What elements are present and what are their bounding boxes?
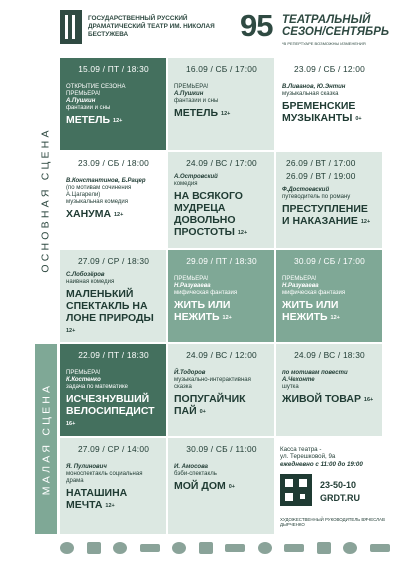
event-title: НА ВСЯКОГО МУДРЕЦА ДОВОЛЬНО ПРОСТОТЫ $^{12+}$ xyxy=(174,190,248,239)
event-card[interactable]: 30.09 / СБ / 17:00 ПРЕМЬЕРА! Н.Разуваева мифическая фантазия ЖИТЬ ИЛИ НЕЖИТЬ $^{12+}$ xyxy=(276,250,382,342)
event-card[interactable]: 24.09 / ВС / 12:00 Й.Тодоров музыкально-интерактивная сказка ПОПУГАЙЧИК ПАЙ $^{0+}$ xyxy=(168,344,274,436)
partner-logo-icon xyxy=(60,542,74,554)
box-office-info: Касса театра - ул. Терешковой, 9а ежедневно с 11:00 до 19:00 xyxy=(280,446,363,468)
event-card[interactable]: 29.09 / ПТ / 18:30 ПРЕМЬЕРА! Н.Разуваева мифическая фантазия ЖИТЬ ИЛИ НЕЖИТЬ $^{12+}$ xyxy=(168,250,274,342)
partner-logos xyxy=(60,540,390,556)
event-card[interactable]: 27.09 / СР / 14:00 Я. Пулинович моноспектакль социальная драма НАТАШИНА МЕЧТА $^{12+}$ xyxy=(60,438,166,534)
event-title: ЖИВОЙ ТОВАР $^{16+}$ xyxy=(282,393,374,406)
box-office-phone[interactable]: 23-50-10 xyxy=(320,480,357,490)
partner-logo-icon xyxy=(199,542,213,554)
partner-logo-icon xyxy=(317,542,331,554)
website-link[interactable]: GRDT.RU xyxy=(320,493,360,503)
qr-code-icon[interactable] xyxy=(280,474,312,506)
theatre-logo-icon xyxy=(60,10,82,44)
section-small-stage: МАЛАЯ СЦЕНА xyxy=(35,344,57,534)
event-card[interactable]: 24.09 / ВС / 17:00 А.Островский комедия НА ВСЯКОГО МУДРЕЦА ДОВОЛЬНО ПРОСТОТЫ $^{12+}$ xyxy=(168,152,274,248)
event-title: ИСЧЕЗНУВШИЙ ВЕЛОСИПЕДИСТ $^{16+}$ xyxy=(66,393,155,428)
event-card[interactable]: 23.09 / СБ / 18:00 В.Константинов, Б.Рацер (по мотивам сочинения А.Цагарели) музыкальная комедия ХАНУМА $^{12+}$ xyxy=(60,152,166,248)
event-title: ЖИТЬ ИЛИ НЕЖИТЬ $^{12+}$ xyxy=(174,299,232,324)
event-title: НАТАШИНА МЕЧТА $^{12+}$ xyxy=(66,487,128,512)
event-title: ПОПУГАЙЧИК ПАЙ $^{0+}$ xyxy=(174,393,246,418)
event-title: МЕТЕЛЬ $^{12+}$ xyxy=(174,107,231,120)
event-card[interactable]: 30.09 / СБ / 11:00 И. Амосова бэби-спектакль МОЙ ДОМ $^{0+}$ xyxy=(168,438,274,534)
partner-logo-icon xyxy=(370,544,390,552)
partner-logo-icon xyxy=(113,542,127,554)
theatre-name: ГОСУДАРСТВЕННЫЙ РУССКИЙ ДРАМАТИЧЕСКИЙ ТЕАТР ИМ. НИКОЛАЯ БЕСТУЖЕВА xyxy=(88,15,215,38)
partner-logo-icon xyxy=(172,542,186,554)
event-card[interactable]: 27.09 / СР / 18:30 С.Лобозёров наивная комедия МАЛЕНЬКИЙ СПЕКТАКЛЬ НА ЛОНЕ ПРИРОДЫ $^{12+}$ xyxy=(60,250,166,342)
event-title: МОЙ ДОМ $^{0+}$ xyxy=(174,480,235,493)
event-title: БРЕМЕНСКИЕ МУЗЫКАНТЫ $^{0+}$ xyxy=(282,100,362,125)
event-title: ЖИТЬ ИЛИ НЕЖИТЬ $^{12+}$ xyxy=(282,299,340,324)
event-card[interactable]: 15.09 / ПТ / 18:30 ОТКРЫТИЕ СЕЗОНА ПРЕМЬЕРА! А.Пушкин фантазии и сны МЕТЕЛЬ $^{12+}$ xyxy=(60,58,166,150)
event-title: ХАНУМА $^{12+}$ xyxy=(66,208,124,221)
event-title: ПРЕСТУПЛЕНИЕ И НАКАЗАНИЕ $^{12+}$ xyxy=(282,203,371,228)
season-note: *В РЕПЕРТУАРЕ ВОЗМОЖНЫ ИЗМЕНЕНИЯ xyxy=(282,41,366,46)
partner-logo-icon xyxy=(87,542,101,554)
event-card[interactable]: 23.09 / СБ / 12:00 В.Ливанов, Ю.Энтин музыкальная сказка БРЕМЕНСКИЕ МУЗЫКАНТЫ $^{0+}$ xyxy=(276,58,382,150)
partner-logo-icon xyxy=(343,542,357,554)
season-title: ТЕАТРАЛЬНЫЙ СЕЗОН/СЕНТЯБРЬ xyxy=(282,14,390,38)
artistic-director: ХУДОЖЕСТВЕННЫЙ РУКОВОДИТЕЛЬ ВЯЧЕСЛАВ ДЫРЧЕНКО xyxy=(280,517,385,528)
partner-logo-icon xyxy=(284,544,304,552)
partner-logo-icon xyxy=(225,544,245,552)
event-title: МЕТЕЛЬ $^{12+}$ xyxy=(66,114,123,127)
partner-logo-icon xyxy=(258,542,272,554)
partner-logo-icon xyxy=(140,544,160,552)
event-card[interactable]: 24.09 / ВС / 18:30 по мотивам повести А.Чехонте шутка ЖИВОЙ ТОВАР $^{16+}$ xyxy=(276,344,382,436)
event-card[interactable]: 26.09 / ВТ / 17:00 26.09 / ВТ / 19:00 Ф.Достоевский путеводитель по роману ПРЕСТУПЛЕНИЕ И НАКАЗАНИЕ $^{12+}$ xyxy=(276,152,382,248)
season-number: 95 xyxy=(240,8,273,43)
event-card[interactable]: 16.09 / СБ / 17:00 ПРЕМЬЕРА! А.Пушкин фантазии и сны МЕТЕЛЬ $^{12+}$ xyxy=(168,58,274,150)
section-main-stage: ОСНОВНАЯ СЦЕНА xyxy=(40,127,52,273)
event-card[interactable]: 22.09 / ПТ / 18:30 ПРЕМЬЕРА! К.Костенко задача по математике ИСЧЕЗНУВШИЙ ВЕЛОСИПЕДИСТ $^{16+}$ xyxy=(60,344,166,436)
event-title: МАЛЕНЬКИЙ СПЕКТАКЛЬ НА ЛОНЕ ПРИРОДЫ $^{12+}$ xyxy=(66,288,154,335)
